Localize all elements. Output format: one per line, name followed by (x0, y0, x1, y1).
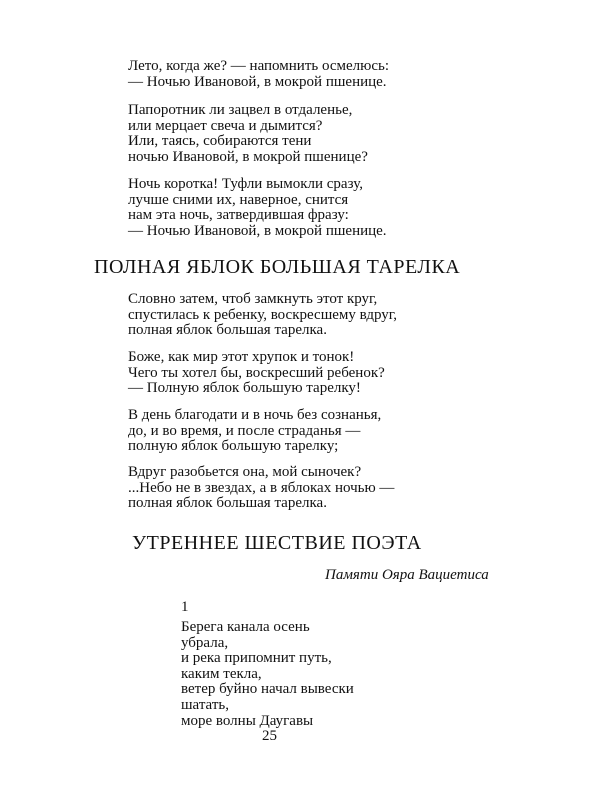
poem-line: лучше сними их, наверное, снится (128, 191, 349, 208)
poem-line: — Полную яблок большую тарелку! (128, 380, 361, 397)
poem3-title: УТРЕННЕЕ ШЕСТВИЕ ПОЭТА (132, 532, 422, 554)
poem2-title: ПОЛНАЯ ЯБЛОК БОЛЬШАЯ ТАРЕЛКА (94, 256, 461, 278)
poem1-stanza-2 (128, 103, 368, 165)
poem3-section-number: 1 (181, 599, 189, 615)
poem-line: каким текла, (181, 665, 262, 682)
poem2-stanza-3 (128, 408, 381, 455)
poem-line: Или, таясь, собираются тени (128, 133, 312, 150)
poem1-stanza-3 (128, 177, 387, 239)
page-number: 25 (262, 728, 277, 744)
poem-line: полная яблок большая тарелка. (128, 495, 327, 512)
poem-line: полная яблок большая тарелка. (128, 322, 327, 339)
poem-line: море волны Даугавы (181, 712, 314, 729)
poem-line: полную яблок большую тарелку; (128, 438, 339, 455)
poem2-stanza-1 (128, 292, 397, 339)
poem2-stanza-4 (128, 465, 394, 512)
poem-line: ночью Ивановой, в мокрой пшенице? (128, 148, 368, 165)
poem-line: и река припомнит путь, (181, 650, 332, 667)
poem-line: убрала, (181, 634, 229, 651)
poem2-stanza-2 (128, 350, 385, 397)
poem-line: шатать, (181, 696, 229, 713)
poem-line: Вдруг разобьется она, мой сыночек? (128, 464, 362, 480)
poem-line: или мерцает свеча и дымится? (128, 117, 323, 134)
poem3-stanza-1 (181, 620, 354, 729)
poem-line: — Ночью Ивановой, в мокрой пшенице. (128, 222, 387, 239)
poem-line: Ночь коротка! Туфли вымокли сразу, (128, 176, 363, 192)
poem-line: до, и во время, и после страданья — (128, 422, 361, 439)
poem-line: Берега канала осень (181, 619, 310, 635)
poem-line: нам эта ночь, затвердившая фразу: (128, 207, 349, 224)
poem-line: Боже, как мир этот хрупок и тонок! (128, 349, 355, 365)
poem-line: ветер буйно начал вывески (181, 681, 354, 698)
poem-line: Лето, когда же? — напомнить осмелюсь: (128, 58, 389, 74)
poem-line: Папоротник ли зацвел в отдаленье, (128, 102, 353, 118)
poem-line: спустилась к ребенку, воскресшему вдруг, (128, 306, 397, 323)
poem-line: В день благодати и в ночь без сознанья, (128, 407, 382, 423)
poem-line: ...Небо не в звездах, а в яблоках ночью — (128, 479, 395, 496)
poem-line: Словно затем, чтоб замкнуть этот круг, (128, 291, 378, 307)
poem3-dedication: Памяти Ояра Вациетиса (325, 567, 489, 583)
poem-line: — Ночью Ивановой, в мокрой пшенице. (128, 73, 387, 90)
poem-line: Чего ты хотел бы, воскресший ребенок? (128, 364, 385, 381)
poem1-stanza-1 (128, 59, 389, 90)
